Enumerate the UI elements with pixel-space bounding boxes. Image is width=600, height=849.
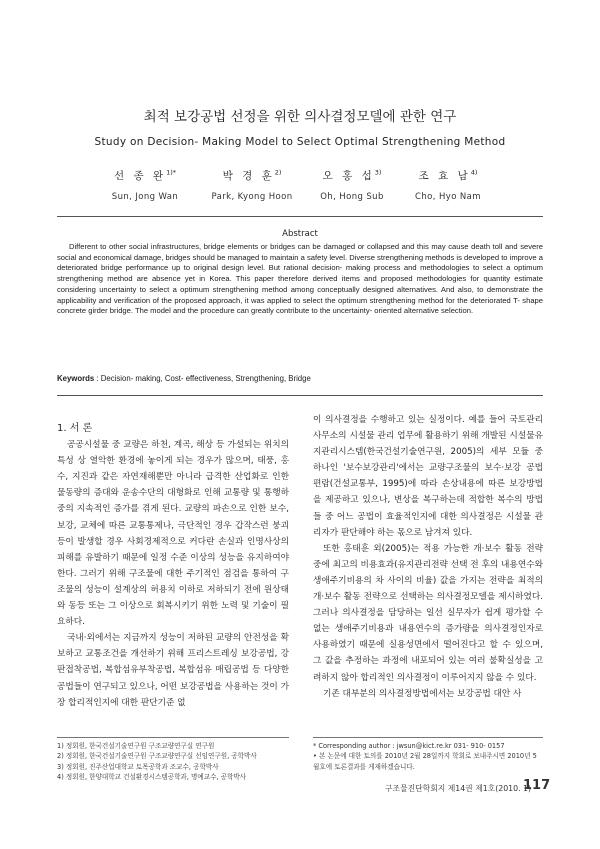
- footnote-rule-right: [313, 737, 543, 738]
- abstract-top-rule: [57, 216, 543, 217]
- paragraph: 이 의사결정을 수행하고 있는 실정이다. 예를 들어 국토관리사무소의 시설물 관리 업무에 활용하기 위해 개발된 시설물유지관리시스템(한국건설기술연구원, 2005)의 세부 모듈 중 하나인 '보수보강관리'에서는 교량구조물의 보수·보강 공법 편람(건설교통부, 1995)에 따라 손상내용에 따른 보강방법을 제공하고 있으나, 변상을 복구하는데 적합한 복수의 방법들 중 어느 공법이 효율적인지에 대한 의사결정은 시설물 관리자가 판단해야 하는 몫으로 남겨져 있다.: [313, 415, 543, 538]
- author-4: [388, 168, 508, 202]
- author-name-ko: 박 경 훈: [222, 170, 275, 182]
- page-number: 117: [523, 778, 551, 793]
- footnote: 4) 정회원, 한양대학교 건설환경시스템공학과, 명예교수, 공학박사: [57, 772, 247, 781]
- author-name-en: Cho, Hyo Nam: [415, 192, 481, 202]
- author-affiliation-mark: 2): [274, 168, 282, 177]
- footnote: * Corresponding author : jwsun@kict.re.kr 031- 910- 0157: [313, 742, 505, 750]
- paragraph: 기존 대부분의 의사결정방법에서는 보강공법 대안 사: [323, 688, 522, 699]
- author-name-ko: 조 효 남: [418, 170, 471, 182]
- paper-title-korean: 최적 보강공법 선정을 위한 의사결정모델에 관한 연구: [143, 109, 457, 125]
- paper-title-english: Study on Decision- Making Model to Select Optimal Strengthening Method: [94, 136, 506, 148]
- keywords-label: Keywords: [57, 374, 95, 383]
- footnote: 3) 정회원, 진주산업대학교 토목공학과 조교수, 공학박사: [57, 762, 219, 771]
- footnote: • 본 논문에 대한 토의를 2010년 2월 28일까지 학회로 보내주시면 2010년 5월호에 토론결과를 게재하겠습니다.: [313, 752, 537, 771]
- footnote: 1) 정회원, 한국건설기술연구원 구조교량연구실 연구원: [57, 742, 215, 750]
- author-1: [85, 168, 205, 202]
- footnotes-left: [57, 741, 289, 782]
- journal-info: 구조물진단학회지 제14권 제1호(2010. 1): [385, 784, 532, 793]
- paragraph: 공공시설물 중 교량은 하천, 계곡, 해상 등 가설되는 위치의 특성 상 열악한 환경에 놓이게 되는 경우가 많으며, 태풍, 홍수, 지진과 같은 자연재해뿐만 아니라 급격한 산업화로 인한 물동량의 증대와 운송수단의 대형화로 인해 교통량 및 통행하중의 지속적인 증가를 겪게 된다. 교량의 파손으로 인한 보수, 보강, 교체에 따른 교통통제나, 극단적인 경우 갑작스런 붕괴 등이 발생할 경우 사회경제적으로 커다란 손실과 인명사상의 피해를 유발하기 때문에 일정 수준 이상의 성능을 유지하여야 한다. 그러기 위해 구조물에 대한 주기적인 점검을 통하여 구조물의 성능이 설계상의 허용치 이하로 저하되기 전에 원상태와 동등 또는 그 이상으로 회복시키기 위한 노력 및 기술이 필요하다.: [57, 440, 289, 628]
- footnotes-right: [313, 741, 543, 772]
- footnote: 2) 정회원, 한국건설기술연구원 구조교량연구실 선임연구원, 공학박사: [57, 752, 257, 761]
- author-affiliation-mark: 1)*: [166, 168, 177, 177]
- author-affiliation-mark: 3): [374, 168, 382, 177]
- abstract-text: Different to other social infrastructures, bridge elements or bridges can be damaged or collapsed and this may cause death toll and severe social and economical damage, bridges should be managed to maintain a safety level. Diverse strengthening methods is developed to improve a deteriorated bridge performance up to original design level. But rational decision- making process and methodologies to select a optimum strengthening method are absence yet in Korea. This paper therefore derived items and proposed methodologies for quantity estimate considering uncertainty to select a optimum strengthening method among conceptually designed alternatives. And also, to demonstrate the applicability and verification of the proposed approach, it was applied to select the optimum strengthening method for the deteriorated T- shape concrete girder bridge. The model and the procedure can greatly contribute to the uncertainty- oriented alternative selection.: [57, 242, 543, 316]
- paragraph: 국내·외에서는 지금까지 성능이 저하된 교량의 안전성을 확보하고 교통조건을 개선하기 위해 프리스트레싱 보강공법, 강판접착공법, 복합섬유부착공법, 복합섬유 매립공법 등 다양한 공법들이 연구되고 있으나, 어떤 보강공법을 사용하는 것이 가장 합리적인지에 대한 판단기준 없: [57, 633, 289, 708]
- paragraph: 또한 홍태훈 외(2005)는 적용 가능한 개·보수 활동 전략 중에 최고의 비용효과(유지관리전략 선택 전 후의 내용연수와 생애주기비용의 차 사이의 비율) 값을 가지는 전략을 최적의 개·보수 활동 전략으로 선택하는 의사결정모델을 제시하였다. 그러나 의사결정을 담당하는 일선 실무자가 쉽게 평가할 수 없는 생애주기비용과 내용연수의 증가량을 의사결정인자로 사용하였기 때문에 실용성면에서 떨어진다고 할 수 있으며, 그 값을 추정하는 과정에 내포되어 있는 여러 불확실성을 고려하지 않아 합리적인 의사결정이 이루어지지 않을 수 있다.: [313, 543, 543, 683]
- section-heading: 1. 서 론: [57, 423, 93, 434]
- abstract-heading: Abstract: [282, 229, 318, 239]
- author-name-en: Sun, Jong Wan: [111, 192, 179, 202]
- left-column: [57, 421, 289, 711]
- abstract-bottom-rule: [57, 395, 543, 396]
- author-name-en: Oh, Hong Sub: [320, 192, 384, 202]
- author-name-en: Park, Kyong Hoon: [211, 192, 293, 202]
- footnote-rule-left: [57, 737, 289, 738]
- keywords-text: : Decision- making, Cost- effectiveness, Strengthening, Bridge: [94, 374, 311, 383]
- right-column: [313, 412, 543, 702]
- author-affiliation-mark: 4): [470, 168, 478, 177]
- keywords-line: [57, 374, 543, 383]
- author-name-ko: 오 홍 섭: [322, 170, 375, 182]
- author-name-ko: 선 종 완: [113, 170, 167, 182]
- abstract-body: [57, 242, 543, 317]
